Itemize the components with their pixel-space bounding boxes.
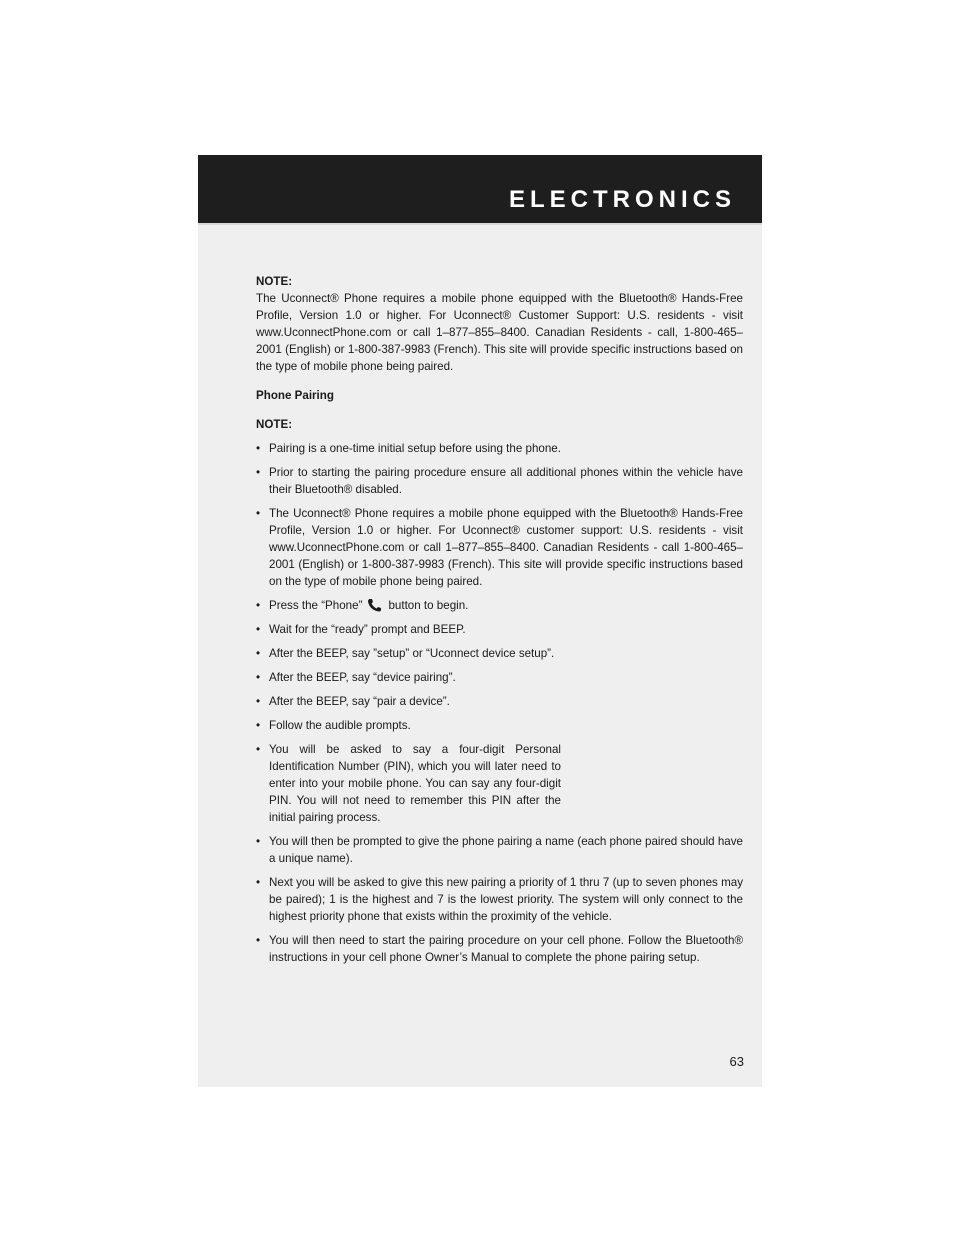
- list-item: • Wait for the “ready” prompt and BEEP.: [256, 621, 743, 638]
- page-number: 63: [729, 1054, 744, 1069]
- phone-pairing-heading: Phone Pairing: [256, 389, 334, 402]
- list-item: • You will be asked to say a four-digit Personal Identification Number (PIN), which you will later need to enter into your mobile phone. You can say any four-digit PIN. You will not need to remember this PIN after the initial pairing process.: [256, 741, 561, 826]
- manual-page: [198, 155, 762, 1087]
- phone-icon: [366, 598, 384, 612]
- note-paragraph: The Uconnect® Phone requires a mobile phone equipped with the Bluetooth® Hands-Free Profile, Version 1.0 or higher. For Uconnect® Customer Support: U.S. residents - visit www.UconnectPhone.com or call 1–877–855–8400. Canadian Residents - call, 1-800-465–2001 (English) or 1-800-387-9983 (French). This site will provide specific instructions based on the type of mobile phone being paired.: [256, 292, 743, 373]
- page-content: [256, 273, 743, 966]
- section-header-bar: [198, 155, 762, 225]
- list-item: • Next you will be asked to give this new pairing a priority of 1 thru 7 (up to seven phones may be paired); 1 is the highest and 7 is the lowest priority. The system will only connect to the highest priority phone that exists within the proximity of the vehicle.: [256, 874, 743, 925]
- list-item: • The Uconnect® Phone requires a mobile phone equipped with the Bluetooth® Hands-Free Profile, Version 1.0 or higher. For Uconnect® customer support: U.S. residents - visit www.UconnectPhone.com or call 1–877–855–8400. Canadian Residents - call 1-800-465–2001 (English) or 1-800-387-9983 (French). This site will provide specific instructions based on the type of mobile phone being paired.: [256, 505, 743, 590]
- list-item: • Pairing is a one-time initial setup before using the phone.: [256, 440, 743, 457]
- note-bullet-list: [256, 440, 743, 966]
- list-item: • You will then need to start the pairing procedure on your cell phone. Follow the Bluetooth® instructions in your cell phone Owner’s Manual to complete the phone pairing setup.: [256, 932, 743, 966]
- list-item: • Prior to starting the pairing procedure ensure all additional phones within the vehicle have their Bluetooth® disabled.: [256, 464, 743, 498]
- press-phone-text: Press the “Phone”: [269, 599, 363, 612]
- list-item: • After the BEEP, say “device pairing”.: [256, 669, 743, 686]
- note-label: NOTE:: [256, 275, 293, 288]
- list-item: • After the BEEP, say “pair a device”.: [256, 693, 743, 710]
- list-item: • You will then be prompted to give the phone pairing a name (each phone paired should have a unique name).: [256, 833, 743, 867]
- list-item: • Follow the audible prompts.: [256, 717, 743, 734]
- note-label-2: NOTE:: [256, 418, 293, 431]
- section-title: ELECTRONICS: [508, 186, 736, 213]
- press-phone-text-after: button to begin.: [388, 599, 469, 612]
- list-item-press-phone: [256, 597, 743, 614]
- list-item: • After the BEEP, say ”setup” or “Uconnect device setup”.: [256, 645, 743, 662]
